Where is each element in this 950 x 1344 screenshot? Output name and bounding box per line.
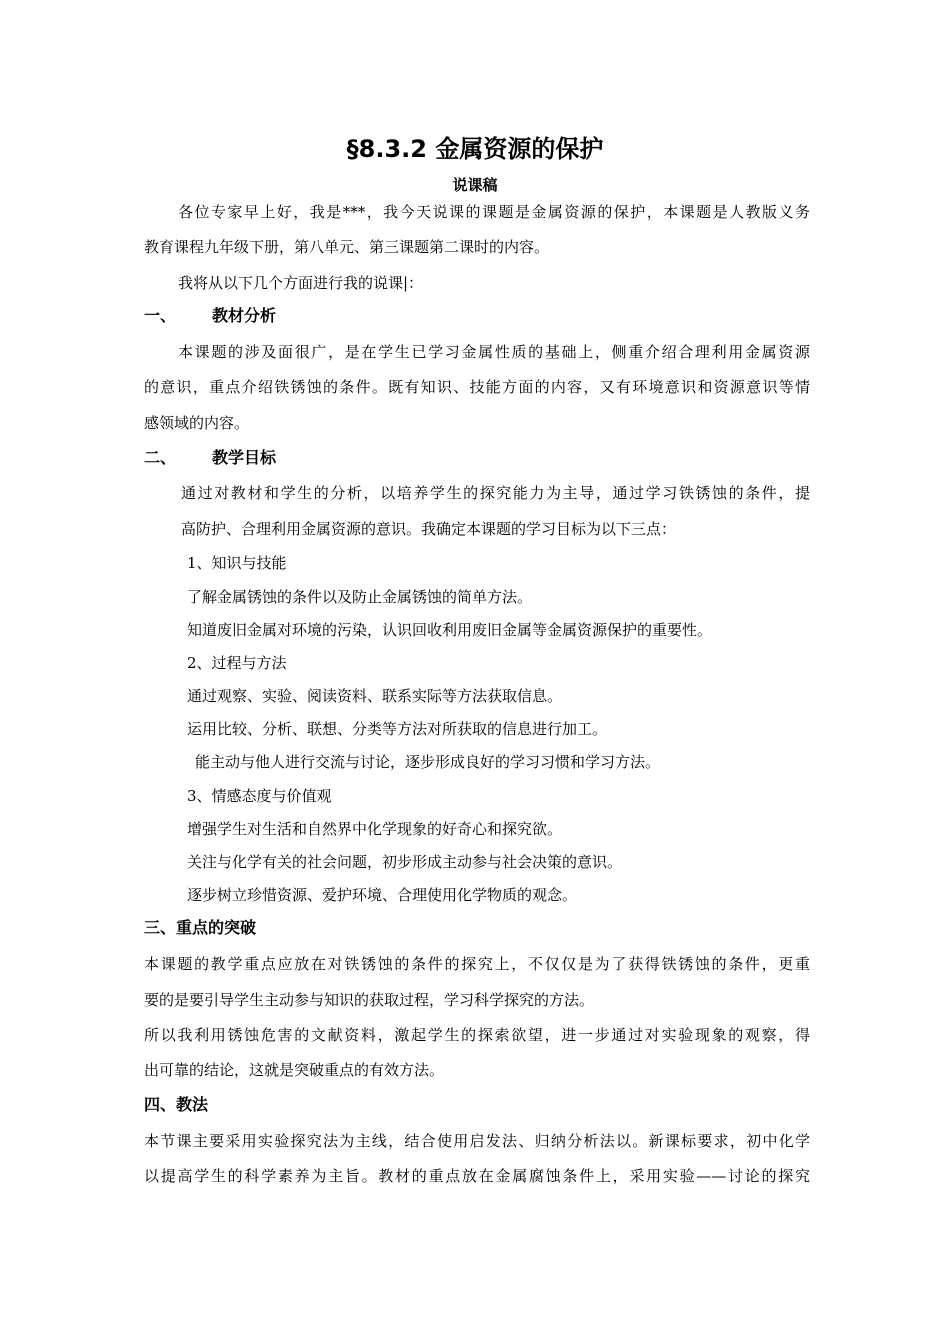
section-heading: 三、重点的突破	[144, 918, 257, 937]
section-heading	[144, 447, 276, 469]
list-item: 能主动与他人进行交流与讨论，逐步形成良好的学习习惯和学习方法。	[195, 753, 661, 771]
paragraph-line: 各位专家早上好，我是***，我今天说课的课题是金属资源的保护，本课题是人教版义务	[178, 203, 810, 221]
paragraph-line: 高防护、合理利用金属资源的意识。我确定本课题的学习目标为以下三点：	[181, 520, 677, 538]
document-subtitle: 说课稿	[452, 176, 498, 194]
section-number: 一、	[144, 306, 177, 325]
section-title: 教材分析	[212, 306, 277, 325]
subheading-line: 2、过程与方法	[187, 654, 287, 672]
section-heading: 四、教法	[144, 1095, 209, 1114]
list-item: 关注与化学有关的社会问题，初步形成主动参与社会决策的意识。	[187, 853, 623, 871]
document-title: §8.3.2 金属资源的保护	[346, 135, 604, 163]
subheading-line: 1、知识与技能	[187, 554, 287, 572]
paragraph-line: 以提高学生的科学素养为主旨。教材的重点放在金属腐蚀条件上，采用实验——讨论的探究	[144, 1167, 810, 1185]
paragraph-line: 感领域的内容。	[144, 414, 250, 432]
section-number: 二、	[144, 448, 177, 467]
list-item: 通过观察、实验、阅读资料、联系实际等方法获取信息。	[187, 687, 563, 705]
section-heading	[144, 305, 276, 327]
paragraph-line: 我将从以下几个方面进行我的说课|：	[178, 274, 424, 292]
paragraph-line: 通过对教材和学生的分析，以培养学生的探究能力为主导，通过学习铁锈蚀的条件，提	[181, 484, 810, 502]
paragraph-line: 本课题的教学重点应放在对铁锈蚀的条件的探究上，不仅仅是为了获得铁锈蚀的条件，更重	[144, 955, 810, 973]
paragraph-line: 出可靠的结论，这就是突破重点的有效方法。	[144, 1061, 445, 1079]
list-item: 增强学生对生活和自然界中化学现象的好奇心和探究欲。	[187, 820, 563, 838]
section-title: 教学目标	[212, 448, 277, 467]
subheading-line: 3、情感态度与价值观	[187, 787, 332, 805]
paragraph-line: 教育课程九年级下册，第八单元、第三课题第二课时的内容。	[144, 238, 550, 256]
paragraph-line: 所以我利用锈蚀危害的文献资料，激起学生的探索欲望，进一步通过对实验现象的观察，得	[144, 1026, 810, 1044]
list-item: 了解金属锈蚀的条件以及防止金属锈蚀的简单方法。	[187, 588, 533, 606]
list-item: 运用比较、分析、联想、分类等方法对所获取的信息进行加工。	[187, 720, 608, 738]
paragraph-line: 本课题的涉及面很广，是在学生已学习金属性质的基础上，侧重介绍合理利用金属资源	[178, 343, 810, 361]
paragraph-line: 本节课主要采用实验探究法为主线，结合使用启发法、归纳分析法以。新课标要求，初中化学	[144, 1132, 810, 1150]
paragraph-line: 要的是要引导学生主动参与知识的获取过程，学习科学探究的方法。	[144, 991, 595, 1009]
paragraph-line: 的意识，重点介绍铁锈蚀的条件。既有知识、技能方面的内容，又有环境意识和资源意识等情	[144, 378, 810, 396]
list-item: 逐步树立珍惜资源、爱护环境、合理使用化学物质的观念。	[187, 886, 578, 904]
list-item: 知道废旧金属对环境的污染，认识回收利用废旧金属等金属资源保护的重要性。	[187, 621, 713, 639]
